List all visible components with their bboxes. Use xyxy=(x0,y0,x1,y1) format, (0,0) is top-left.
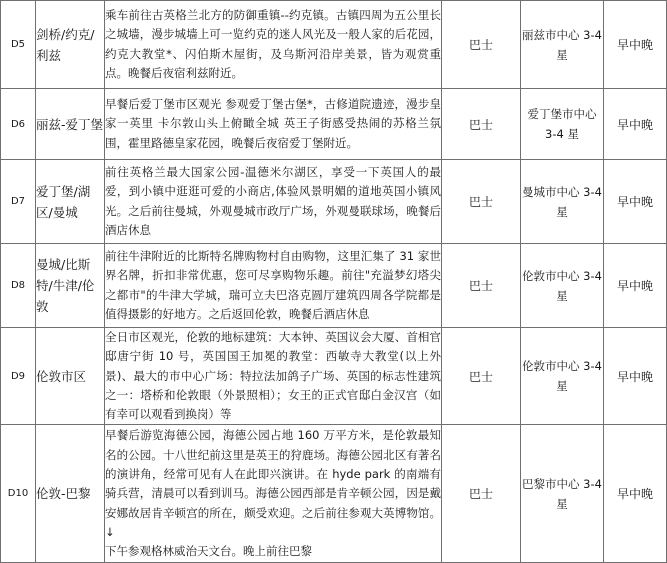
description-cell xyxy=(105,160,442,244)
route-cell xyxy=(36,244,105,328)
itinerary-row xyxy=(1,89,667,160)
meals-cell xyxy=(604,425,667,563)
hotel-cell xyxy=(521,425,604,563)
meals-cell xyxy=(604,160,667,244)
description-text: 全日市区观光，伦敦的地标建筑：大本钟、英国议会大厦、首相官邸唐宁街 10 号，英国国王加冕的教堂：西敏寺大教堂(以上外景)、最大的市中心广场：特拉法加鸽子广场、英国的标志性建筑之一：塔桥和伦敦眼（外景照相）；女王的正式官邸白金汉宫（如有幸可以观看到换岗）等 xyxy=(105,330,441,422)
day-cell xyxy=(1,89,36,160)
meals-text: 早中晚 xyxy=(616,369,653,384)
route-cell xyxy=(36,1,105,89)
day-text: D5 xyxy=(10,39,26,50)
itinerary-row xyxy=(1,244,667,328)
hotel-text: 伦敦市中心 3-4 星 xyxy=(522,359,602,394)
hotel-cell xyxy=(521,1,604,89)
description-text: 早餐后爱丁堡市区观光 参观爱丁堡古堡*，古修道院遗迹，漫步皇家一英里 卡尔敦山头上俯瞰全城 英王子街感受热闹的苏格兰氛围，霍里路德皇家花园，晚餐后夜宿爱丁堡附近。 xyxy=(105,97,441,150)
day-text: D9 xyxy=(10,370,26,382)
transport-cell xyxy=(442,160,521,244)
description-text: 前往牛津附近的比斯特名牌购物村自由购物，这里汇集了 31 家世界名牌，折扣非常优惠，您可尽享购物乐趣。前往"充溢梦幻塔尖之都市"的牛津大学城，瑞可立夫巴洛克圆厅建筑四周各学院都是值得摄影的好地方。之后返回伦敦，晚餐后酒店休息 xyxy=(105,248,441,321)
route-text: 丽兹-爱丁堡 xyxy=(36,116,104,132)
route-text: 剑桥/约克/利兹 xyxy=(36,26,95,63)
hotel-cell xyxy=(521,89,604,160)
route-text: 曼城/比斯特/牛津/伦敦 xyxy=(36,257,95,314)
route-text: 伦敦-巴黎 xyxy=(36,486,91,502)
hotel-text: 伦敦市中心 3-4 星 xyxy=(522,268,602,303)
itinerary-row xyxy=(1,328,667,425)
hotel-cell xyxy=(521,328,604,425)
hotel-cell xyxy=(521,244,604,328)
meals-text: 早中晚 xyxy=(616,279,653,293)
day-cell xyxy=(1,425,36,563)
itinerary-row xyxy=(1,425,667,563)
transport-text: 巴士 xyxy=(468,369,493,384)
hotel-text: 曼城市中心 3-4 星 xyxy=(522,184,602,219)
description-cell xyxy=(105,89,442,160)
meals-cell xyxy=(604,328,667,425)
meals-cell xyxy=(604,1,667,89)
day-cell xyxy=(1,1,36,89)
route-cell xyxy=(36,89,105,160)
description-text: 乘车前往古英格兰北方的防御重镇--约克镇。古镇四周为五公里长之城墙，漫步城墙上可一览约克的迷人风光及一般人家的后花园，约克大教堂*、闪伯斯木屋街，及乌斯河沿岸美景，皆为观赏重点。晚餐后夜宿利兹附近。 xyxy=(105,7,441,80)
day-cell xyxy=(1,160,36,244)
transport-cell xyxy=(442,425,521,563)
meals-text: 早中晚 xyxy=(616,195,653,209)
description-cell xyxy=(105,244,442,328)
transport-cell xyxy=(442,89,521,160)
route-cell xyxy=(36,328,105,425)
description-text: 早餐后游览海德公园，海德公园占地 160 万平方米，是伦敦最知名的公园。十八世纪前这里是英王的狩鹿场。海德公园北区有著名的演讲角，经常可见有人在此即兴演讲。在 hyde park 的南端有骑兵营，清晨可以看到训马。海德公园西部是肯辛顿公园，因是戴安娜故居肯辛顿宫的所在，颇受欢迎。之后前往参观大英博物馆。↓ 下午参观格林威治天文台。晚上前往巴黎 xyxy=(105,428,441,559)
route-cell xyxy=(36,160,105,244)
transport-cell xyxy=(442,328,521,425)
transport-text: 巴士 xyxy=(468,38,493,52)
route-text: 伦敦市区 xyxy=(36,368,87,384)
transport-text: 巴士 xyxy=(468,279,493,293)
meals-text: 早中晚 xyxy=(616,487,653,502)
itinerary-row xyxy=(1,160,667,244)
meals-cell xyxy=(604,244,667,328)
hotel-text: 爱丁堡市中心 3-4 星 xyxy=(527,107,597,141)
day-cell xyxy=(1,244,36,328)
route-text: 爱丁堡/湖区/曼城 xyxy=(36,183,91,220)
description-cell xyxy=(105,328,442,425)
transport-cell xyxy=(442,1,521,89)
meals-text: 早中晚 xyxy=(616,117,653,132)
day-text: D6 xyxy=(10,118,26,130)
description-text: 前往英格兰最大国家公园-温德米尔湖区，享受一下英国人的最爱，到小镇中逛逛可爱的小商店,体验风景明媚的道地英国小镇风光。之后前往曼城，外观曼城市政厅广场，外观曼联球场，晚餐后酒店休息 xyxy=(105,164,441,237)
day-cell xyxy=(1,328,36,425)
hotel-text: 丽兹市中心 3-4 星 xyxy=(522,27,602,62)
description-cell xyxy=(105,425,442,563)
itinerary-row xyxy=(1,1,667,89)
transport-text: 巴士 xyxy=(468,487,493,502)
hotel-cell xyxy=(521,160,604,244)
description-cell xyxy=(105,1,442,89)
day-text: D7 xyxy=(10,196,26,207)
route-cell xyxy=(36,425,105,563)
day-text: D10 xyxy=(7,488,29,500)
transport-text: 巴士 xyxy=(468,195,493,209)
day-text: D8 xyxy=(10,280,26,291)
transport-cell xyxy=(442,244,521,328)
meals-text: 早中晚 xyxy=(616,38,653,52)
meals-cell xyxy=(604,89,667,160)
hotel-text: 巴黎市中心 3-4 星 xyxy=(522,476,602,511)
itinerary-body xyxy=(1,1,667,563)
transport-text: 巴士 xyxy=(468,117,493,132)
